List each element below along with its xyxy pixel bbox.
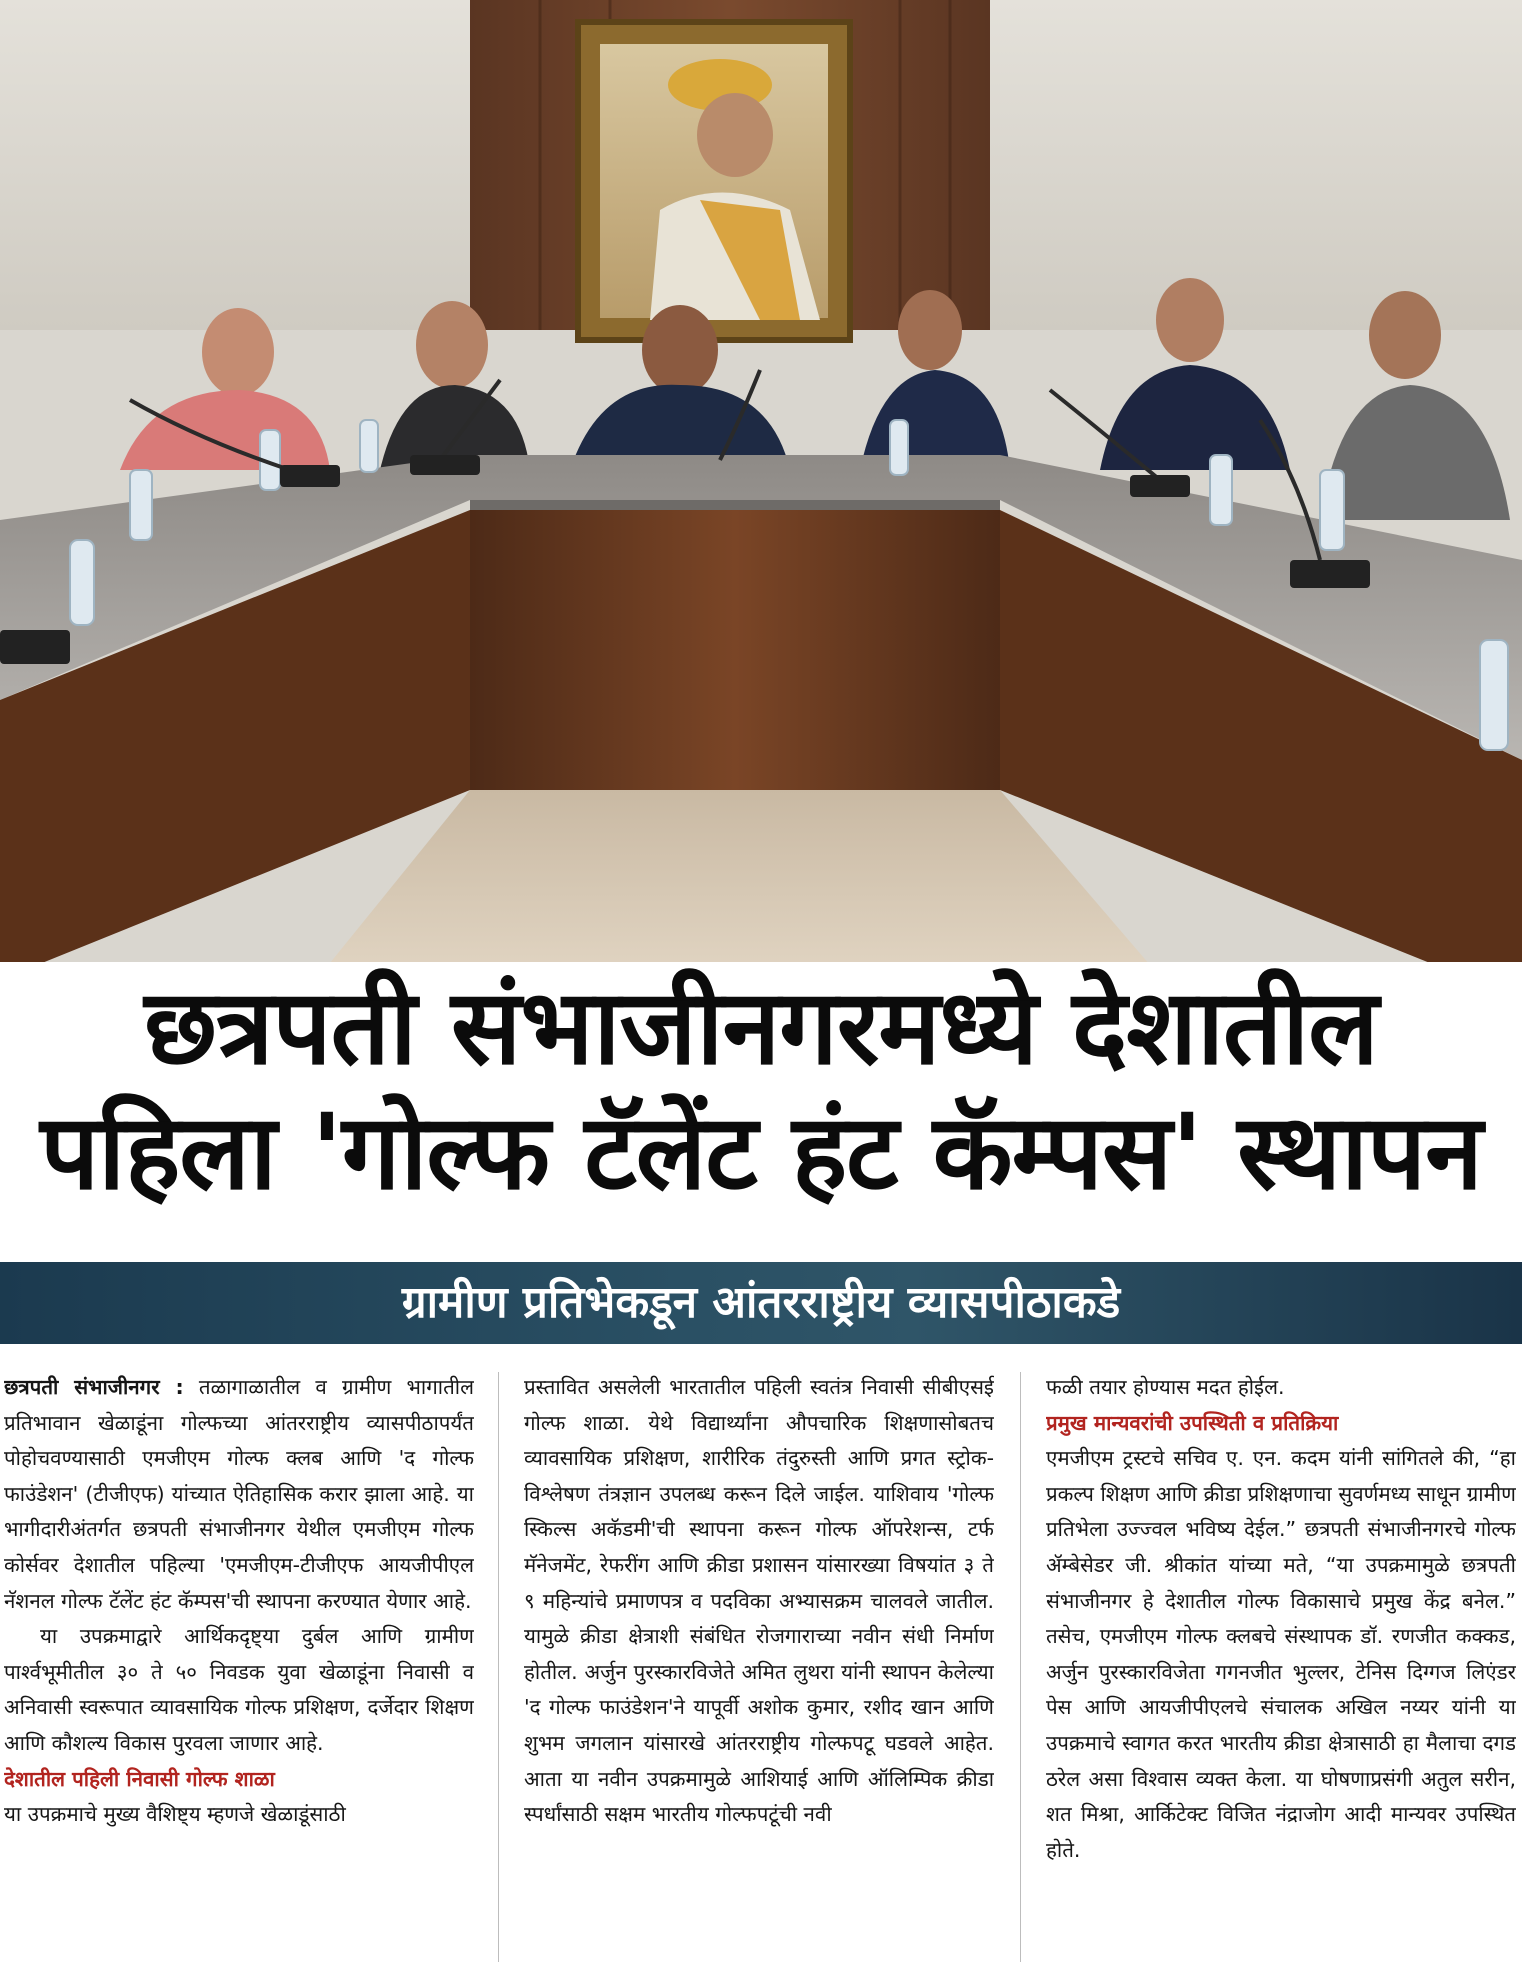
subheading-text: ग्रामीण प्रतिभेकडून आंतरराष्ट्रीय व्यासपीठाकडे — [401, 1277, 1121, 1328]
article-column-3 — [1046, 1370, 1516, 1960]
column-2-para-1: प्रस्तावित असलेली भारतातील पहिली स्वतंत्र निवासी सीबीएसई गोल्फ शाळा. येथे विद्यार्थ्यांना औपचारिक शिक्षणासोबतच व्यावसायिक प्रशिक्षण, शारीरिक तंदुरुस्ती आणि प्रगत स्ट्रोक-विश्लेषण तंत्रज्ञान उपलब्ध करून दिले जाईल. याशिवाय 'गोल्फ स्किल्स अकॅडमी'ची स्थापना करून गोल्फ ऑपरेशन्स, टर्फ मॅनेजमेंट, रेफरींग आणि क्रीडा प्रशासन यांसारख्या विषयांत ३ ते ९ महिन्यांचे प्रमाणपत्र व पदविका अभ्यासक्रम चालवले जातील. यामुळे क्रीडा क्षेत्राशी संबंधित रोजगाराच्या नवीन संधी निर्माण होतील. अर्जुन पुरस्कारविजेते अमित लुथरा यांनी स्थापन केलेल्या 'द गोल्फ फाउंडेशन'ने यापूर्वी अशोक कुमार, रशीद खान आणि शुभम जगलान यांसारखे आंतरराष्ट्रीय गोल्फपटू घडवले आहेत. आता या नवीन उपक्रमामुळे आशियाई आणि ऑलिम्पिक क्रीडा स्पर्धांसाठी सक्षम भारतीय गोल्फपटूंची नवी — [524, 1375, 994, 1827]
headline-line-2: पहिला 'गोल्फ टॅलेंट हंट कॅम्पस' स्थापन — [40, 1091, 1482, 1213]
column-3-para-2: एमजीएम ट्रस्टचे सचिव ए. एन. कदम यांनी सांगितले की, “हा प्रकल्प शिक्षण आणि क्रीडा प्रशिक्षणाचा सुवर्णमध्य साधून ग्रामीण प्रतिभेला उज्ज्वल भविष्य देईल.” छत्रपती संभाजीनगरचे गोल्फ ॲम्बेसेडर जी. श्रीकांत यांच्या मते, “या उपक्रमामुळे छत्रपती संभाजीनगर हे देशातील गोल्फ विकासाचे प्रमुख केंद्र बनेल.” तसेच, एमजीएम गोल्फ क्लबचे संस्थापक डॉ. रणजीत कक्कड, अर्जुन पुरस्कारविजेता गगनजीत भुल्लर, टेनिस दिग्गज लिएंडर पेस आणि आयजीपीएलचे संचालक अखिल नय्यर यांनी या उपक्रमाचे स्वागत करत भारतीय क्रीडा क्षेत्रासाठी हा मैलाचा दगड ठरेल असा विश्वास व्यक्त केला. या घोषणाप्रसंगी अतुल सरीन, शत मिश्रा, आर्किटेक्ट विजित नंद्राजोग आदी मान्यवर उपस्थित होते. — [1046, 1446, 1516, 1862]
column-1-para-3: या उपक्रमाचे मुख्य वैशिष्ट्य म्हणजे खेळाडूंसाठी — [4, 1802, 346, 1827]
headline-line-1: छत्रपती संभाजीनगरमध्ये देशातील — [144, 966, 1378, 1088]
column-divider — [498, 1372, 499, 1962]
column-1-para-1: तळागाळातील व ग्रामीण भागातील प्रतिभावान खेळाडूंना गोल्फच्या आंतरराष्ट्रीय व्यासपीठापर्यंत पोहोचवण्यासाठी एमजीएम गोल्फ क्लब आणि 'द गोल्फ फाउंडेशन' (टीजीएफ) यांच्यात ऐतिहासिक करार झाला आहे. या भागीदारीअंतर्गत छत्रपती संभाजीनगर येथील एमजीएम गोल्फ कोर्सवर देशातील पहिल्या 'एमजीएम-टीजीएफ आयजीपीएल नॅशनल गोल्फ टॅलेंट हंट कॅम्पस'ची स्थापना करण्यात येणार आहे. — [4, 1375, 474, 1613]
column-1-para-2: या उपक्रमाद्वारे आर्थिकदृष्ट्या दुर्बल आणि ग्रामीण पार्श्वभूमीतील ३० ते ५० निवडक युवा खेळाडूंना निवासी व अनिवासी स्वरूपात व्यावसायिक गोल्फ प्रशिक्षण, दर्जेदार शिक्षण आणि कौशल्य विकास पुरवला जाणार आहे. — [4, 1624, 474, 1755]
column-1-subhead: देशातील पहिली निवासी गोल्फ शाळा — [4, 1766, 275, 1791]
column-divider — [1020, 1372, 1021, 1962]
column-3-subhead: प्रमुख मान्यवरांची उपस्थिती व प्रतिक्रिया — [1046, 1410, 1339, 1435]
dateline: छत्रपती संभाजीनगर : — [4, 1375, 184, 1399]
subheading-banner — [0, 1262, 1522, 1344]
article-column-2 — [524, 1370, 994, 1960]
article-column-1 — [4, 1370, 474, 1960]
headline — [0, 962, 1522, 1272]
column-3-para-1: फळी तयार होण्यास मदत होईल. — [1046, 1375, 1285, 1399]
column-1-lead — [4, 1370, 474, 1619]
